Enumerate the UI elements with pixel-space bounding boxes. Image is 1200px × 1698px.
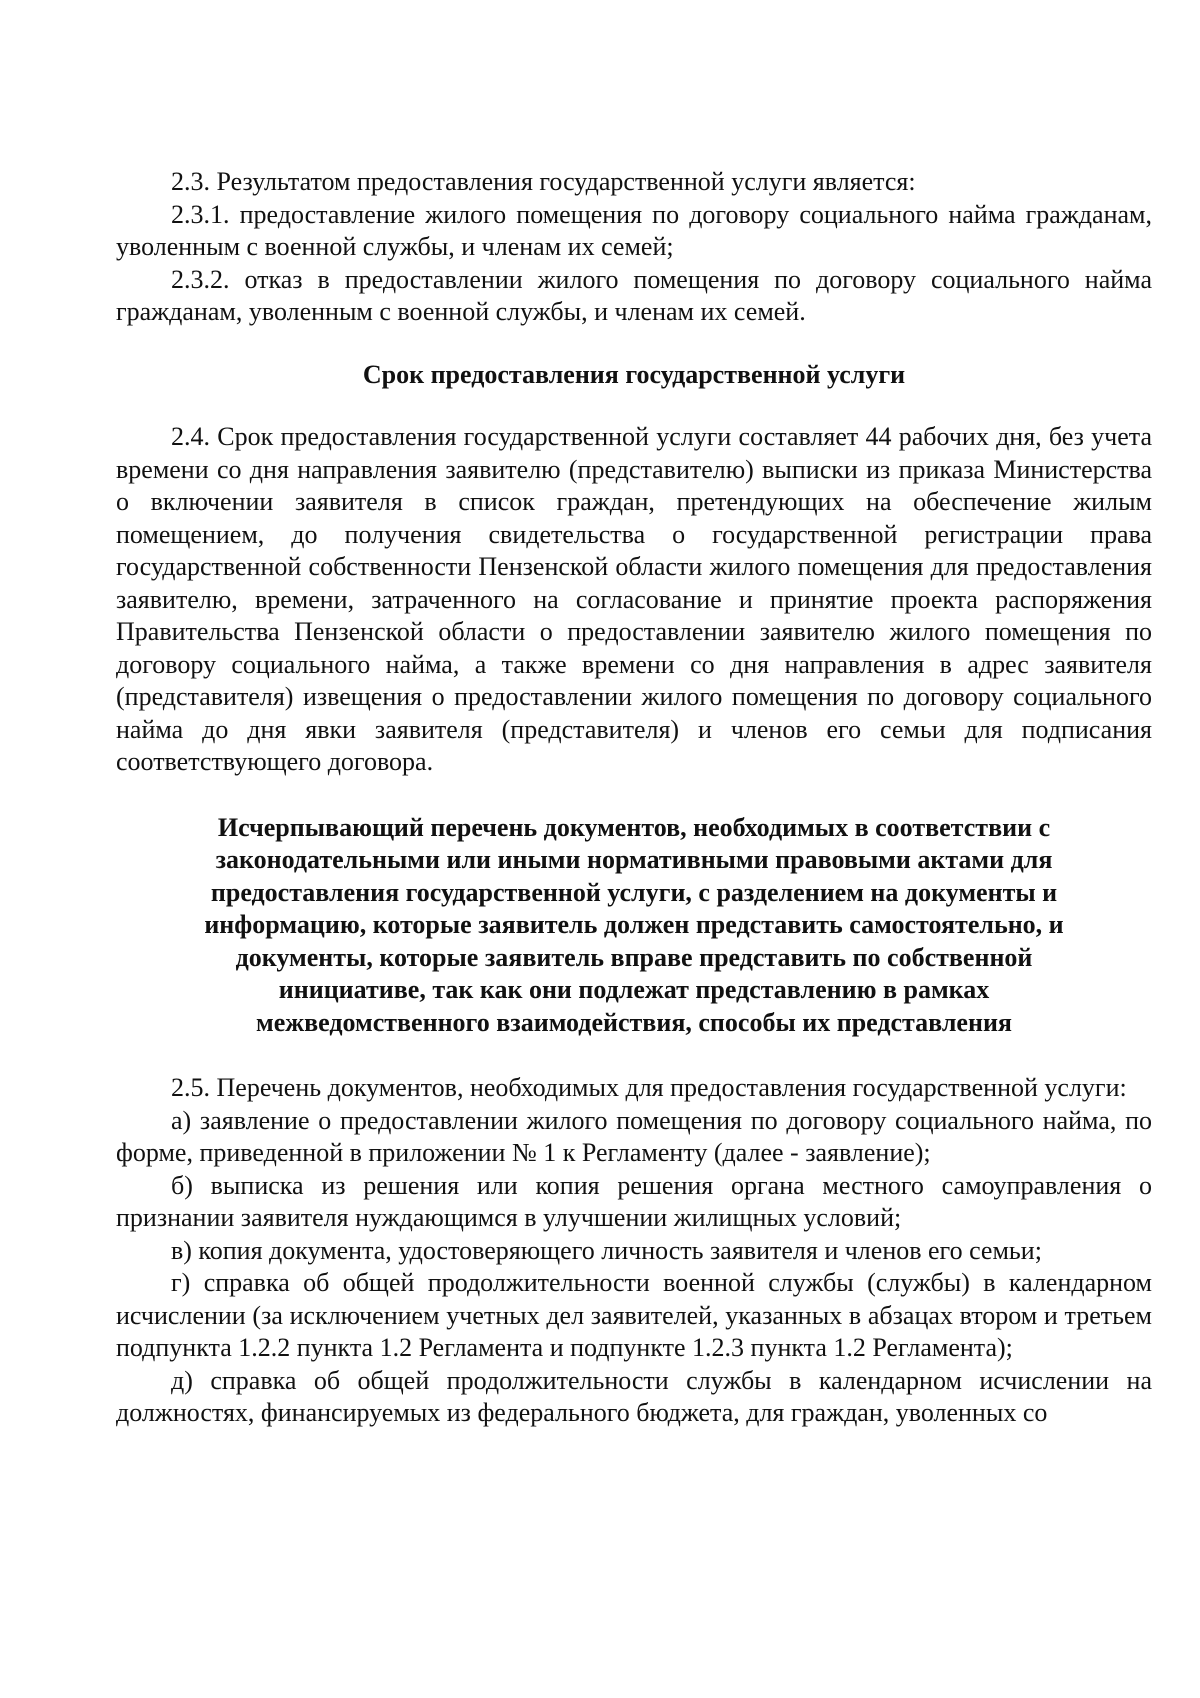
- heading-documents-list: [116, 812, 1152, 1040]
- paragraph-2-3-1: 2.3.1. предоставление жилого помещения по договору социального найма гражданам, уволенным с военной службы, и членам их семей;: [116, 199, 1152, 261]
- heading-service-term: Срок предоставления государственной услуги: [362, 359, 906, 389]
- heading-line: информацию, которые заявитель должен представить самостоятельно, и: [204, 910, 1064, 939]
- paragraph-2-5: 2.5. Перечень документов, необходимых для предоставления государственной услуги:: [171, 1073, 1127, 1102]
- list-item-d: д) справка об общей продолжительности службы в календарном исчислении на должностях, финансируемых из федерального бюджета, для граждан, уволенных со: [116, 1365, 1152, 1427]
- list-item-v: в) копия документа, удостоверяющего личность заявителя и членов его семьи;: [171, 1235, 1042, 1265]
- heading-line: инициативе, так как они подлежат представлению в рамках: [278, 975, 990, 1004]
- spacer: [116, 329, 1152, 359]
- list-item-a: а) заявление о предоставлении жилого помещения по договору социального найма, по форме, приведенной в приложении № 1 к Регламенту (далее - заявление);: [116, 1105, 1152, 1167]
- list-item-b: б) выписка из решения или копия решения органа местного самоуправления о признании заявителя нуждающимся в улучшении жилищных условий;: [116, 1170, 1152, 1232]
- heading-line: документы, которые заявитель вправе представить по собственной: [235, 942, 1033, 972]
- document-page: [116, 166, 1152, 1430]
- spacer: [116, 1039, 1152, 1072]
- heading-line: законодательными или иными нормативными правовыми актами для: [215, 845, 1053, 874]
- paragraph-2-3-2: 2.3.2. отказ в предоставлении жилого помещения по договору социального найма гражданам, уволенным с военной службы, и членам их семей.: [116, 264, 1152, 326]
- heading-line: Исчерпывающий перечень документов, необходимых в соответствии с: [217, 812, 1051, 842]
- heading-line: предоставления государственной услуги, с разделением на документы и: [210, 877, 1058, 907]
- spacer: [116, 391, 1152, 421]
- spacer: [116, 779, 1152, 812]
- list-item-g: г) справка об общей продолжительности военной службы (службы) в календарном исчислении (за исключением учетных дел заявителей, указанных в абзацах втором и третьем подпункта 1.2.2 пункта 1.2 Регламента и подпункте 1.2.3 пункта 1.2 Регламента);: [116, 1268, 1152, 1362]
- paragraph-2-4: 2.4. Срок предоставления государственной услуги составляет 44 рабочих дня, без учета времени со дня направления заявителю (представителю) выписки из приказа Министерства о включении заявителя в список граждан, претендующих на обеспечение жилым помещением, до получения свидетельства о государственной регистрации права государственной собственности Пензенской области жилого помещения для предоставления заявителю, времени, затраченного на согласование и принятие проекта распоряжения Правительства Пензенской области о предоставлении заявителю жилого помещения по договору социального найма, а также времени со дня направления в адрес заявителя (представителя) извещения о предоставлении жилого помещения по договору социального найма до дня явки заявителя (представителя) и членов его семьи для подписания соответствующего договора.: [116, 422, 1152, 776]
- paragraph-2-3: 2.3. Результатом предоставления государственной услуги является:: [171, 167, 916, 196]
- heading-line: межведомственного взаимодействия, способы их представления: [256, 1007, 1012, 1037]
